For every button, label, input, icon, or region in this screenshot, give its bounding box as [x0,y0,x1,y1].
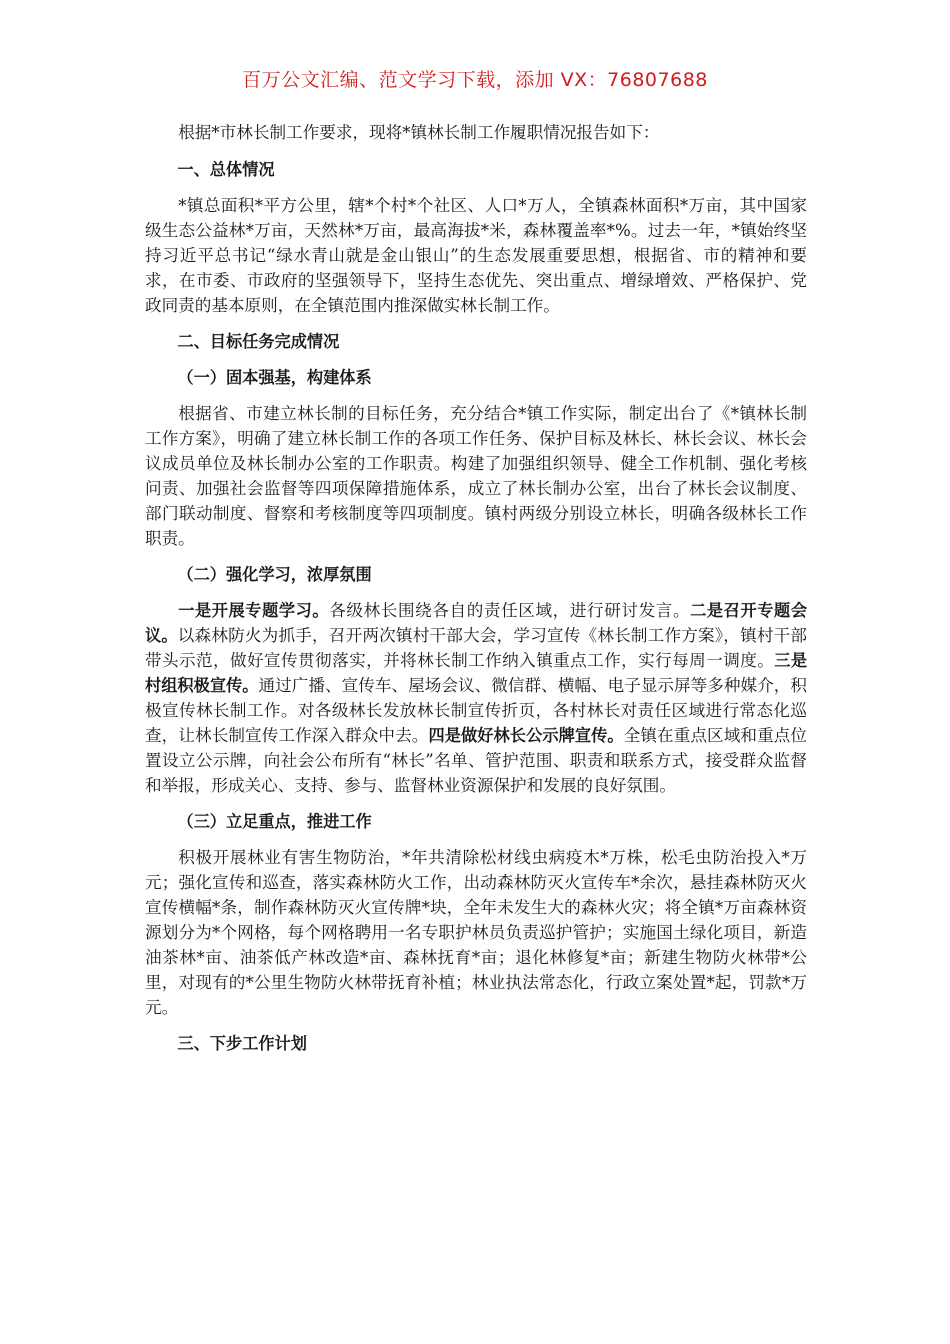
point-3-text: 通过广播、宣传车、屋场会议、微信群、横幅、电子显示屏等多种媒介，积极宣传林长制工作。对各级林长发放林长制宣传折页，各村林长对责任区域进行常态化巡查，让林长制宣传工作深入群众中去。 [145,676,808,745]
focus-paragraph: 积极开展林业有害生物防治，*年共清除松材线虫病疫木*万株，松毛虫防治投入*万元；强化宣传和巡查，落实森林防火工作，出动森林防灭火宣传车*余次，悬挂森林防灭火宣传横幅*条，制作森林防灭火宣传牌*块，全年未发生大的森林火灾；将全镇*万亩森林资源划分为*个网格，每个网格聘用一名专职护林员负责巡护管护；实施国土绿化项目，新造油茶林*亩、油茶低产林改造*亩、森林抚育*亩；退化林修复*亩；新建生物防火林带*公里，对现有的*公里生物防火林带抚育补植；林业执法常态化，行政立案处置*起，罚款*万元。 [145,848,807,1017]
overview-paragraph: *镇总面积*平方公里，辖*个村*个社区、人口*万人，全镇森林面积*万亩，其中国家级生态公益林*万亩，天然林*万亩，最高海拔*米，森林覆盖率*%。过去一年，*镇始终坚持习近平总书记“绿水青山就是金山银山”的生态发展重要思想，根据省、市的精神和要求，在市委、市政府的坚强领导下，坚持生态优先、突出重点、增绿增效、严格保护、党政同责的基本原则，在全镇范围内推深做实林长制工作。 [145,196,807,315]
lead-point-2: 二是召开专题会议。 [145,601,808,645]
subsection-heading-focus: （三）立足重点，推进工作 [177,812,372,831]
point-2-text: 以森林防火为抓手，召开两次镇村干部大会，学习宣传《林长制工作方案》，镇村干部带头示范，做好宣传贯彻落实，并将林长制工作纳入镇重点工作，实行每周一调度。 [145,626,808,670]
lead-point-3: 三是村组积极宣传。 [145,651,808,695]
lead-point-1: 一是开展专题学习。 [178,601,330,620]
section-heading-tasks: 二、目标任务完成情况 [177,332,340,351]
section-heading-next-plan: 三、下步工作计划 [177,1034,307,1053]
point-4-text: 全镇在重点区域和重点位置设立公示牌，向社会公布所有“林长”名单、管护范围、职责和联系方式，接受群众监督和举报，形成关心、支持、参与、监督林业资源保护和发展的良好氛围。 [145,726,808,795]
download-banner: 百万公文汇编、范文学习下载，添加 VX：76807688 [242,69,708,91]
point-1-text: 各级林长围绕各自的责任区域，进行研讨发言。 [329,601,691,620]
learning-paragraph [145,598,807,798]
lead-point-4: 四是做好林长公示牌宣传。 [428,726,624,745]
subsection-heading-learning: （二）强化学习，浓厚氛围 [177,565,372,584]
subsection-heading-system: （一）固本强基，构建体系 [177,368,372,387]
document-body [145,120,807,1067]
section-heading-overview: 一、总体情况 [177,160,275,179]
system-paragraph: 根据省、市建立林长制的目标任务，充分结合*镇工作实际，制定出台了《*镇林长制工作方案》，明确了建立林长制工作的各项工作任务、保护目标及林长、林长会议、林长会议成员单位及林长制办公室的工作职责。构建了加强组织领导、健全工作机制、强化考核问责、加强社会监督等四项保障措施体系，成立了林长制办公室，出台了林长会议制度、部门联动制度、督察和考核制度等四项制度。镇村两级分别设立林长，明确各级林长工作职责。 [145,404,807,548]
intro-paragraph: 根据*市林长制工作要求，现将*镇林长制工作履职情况报告如下： [178,123,660,142]
